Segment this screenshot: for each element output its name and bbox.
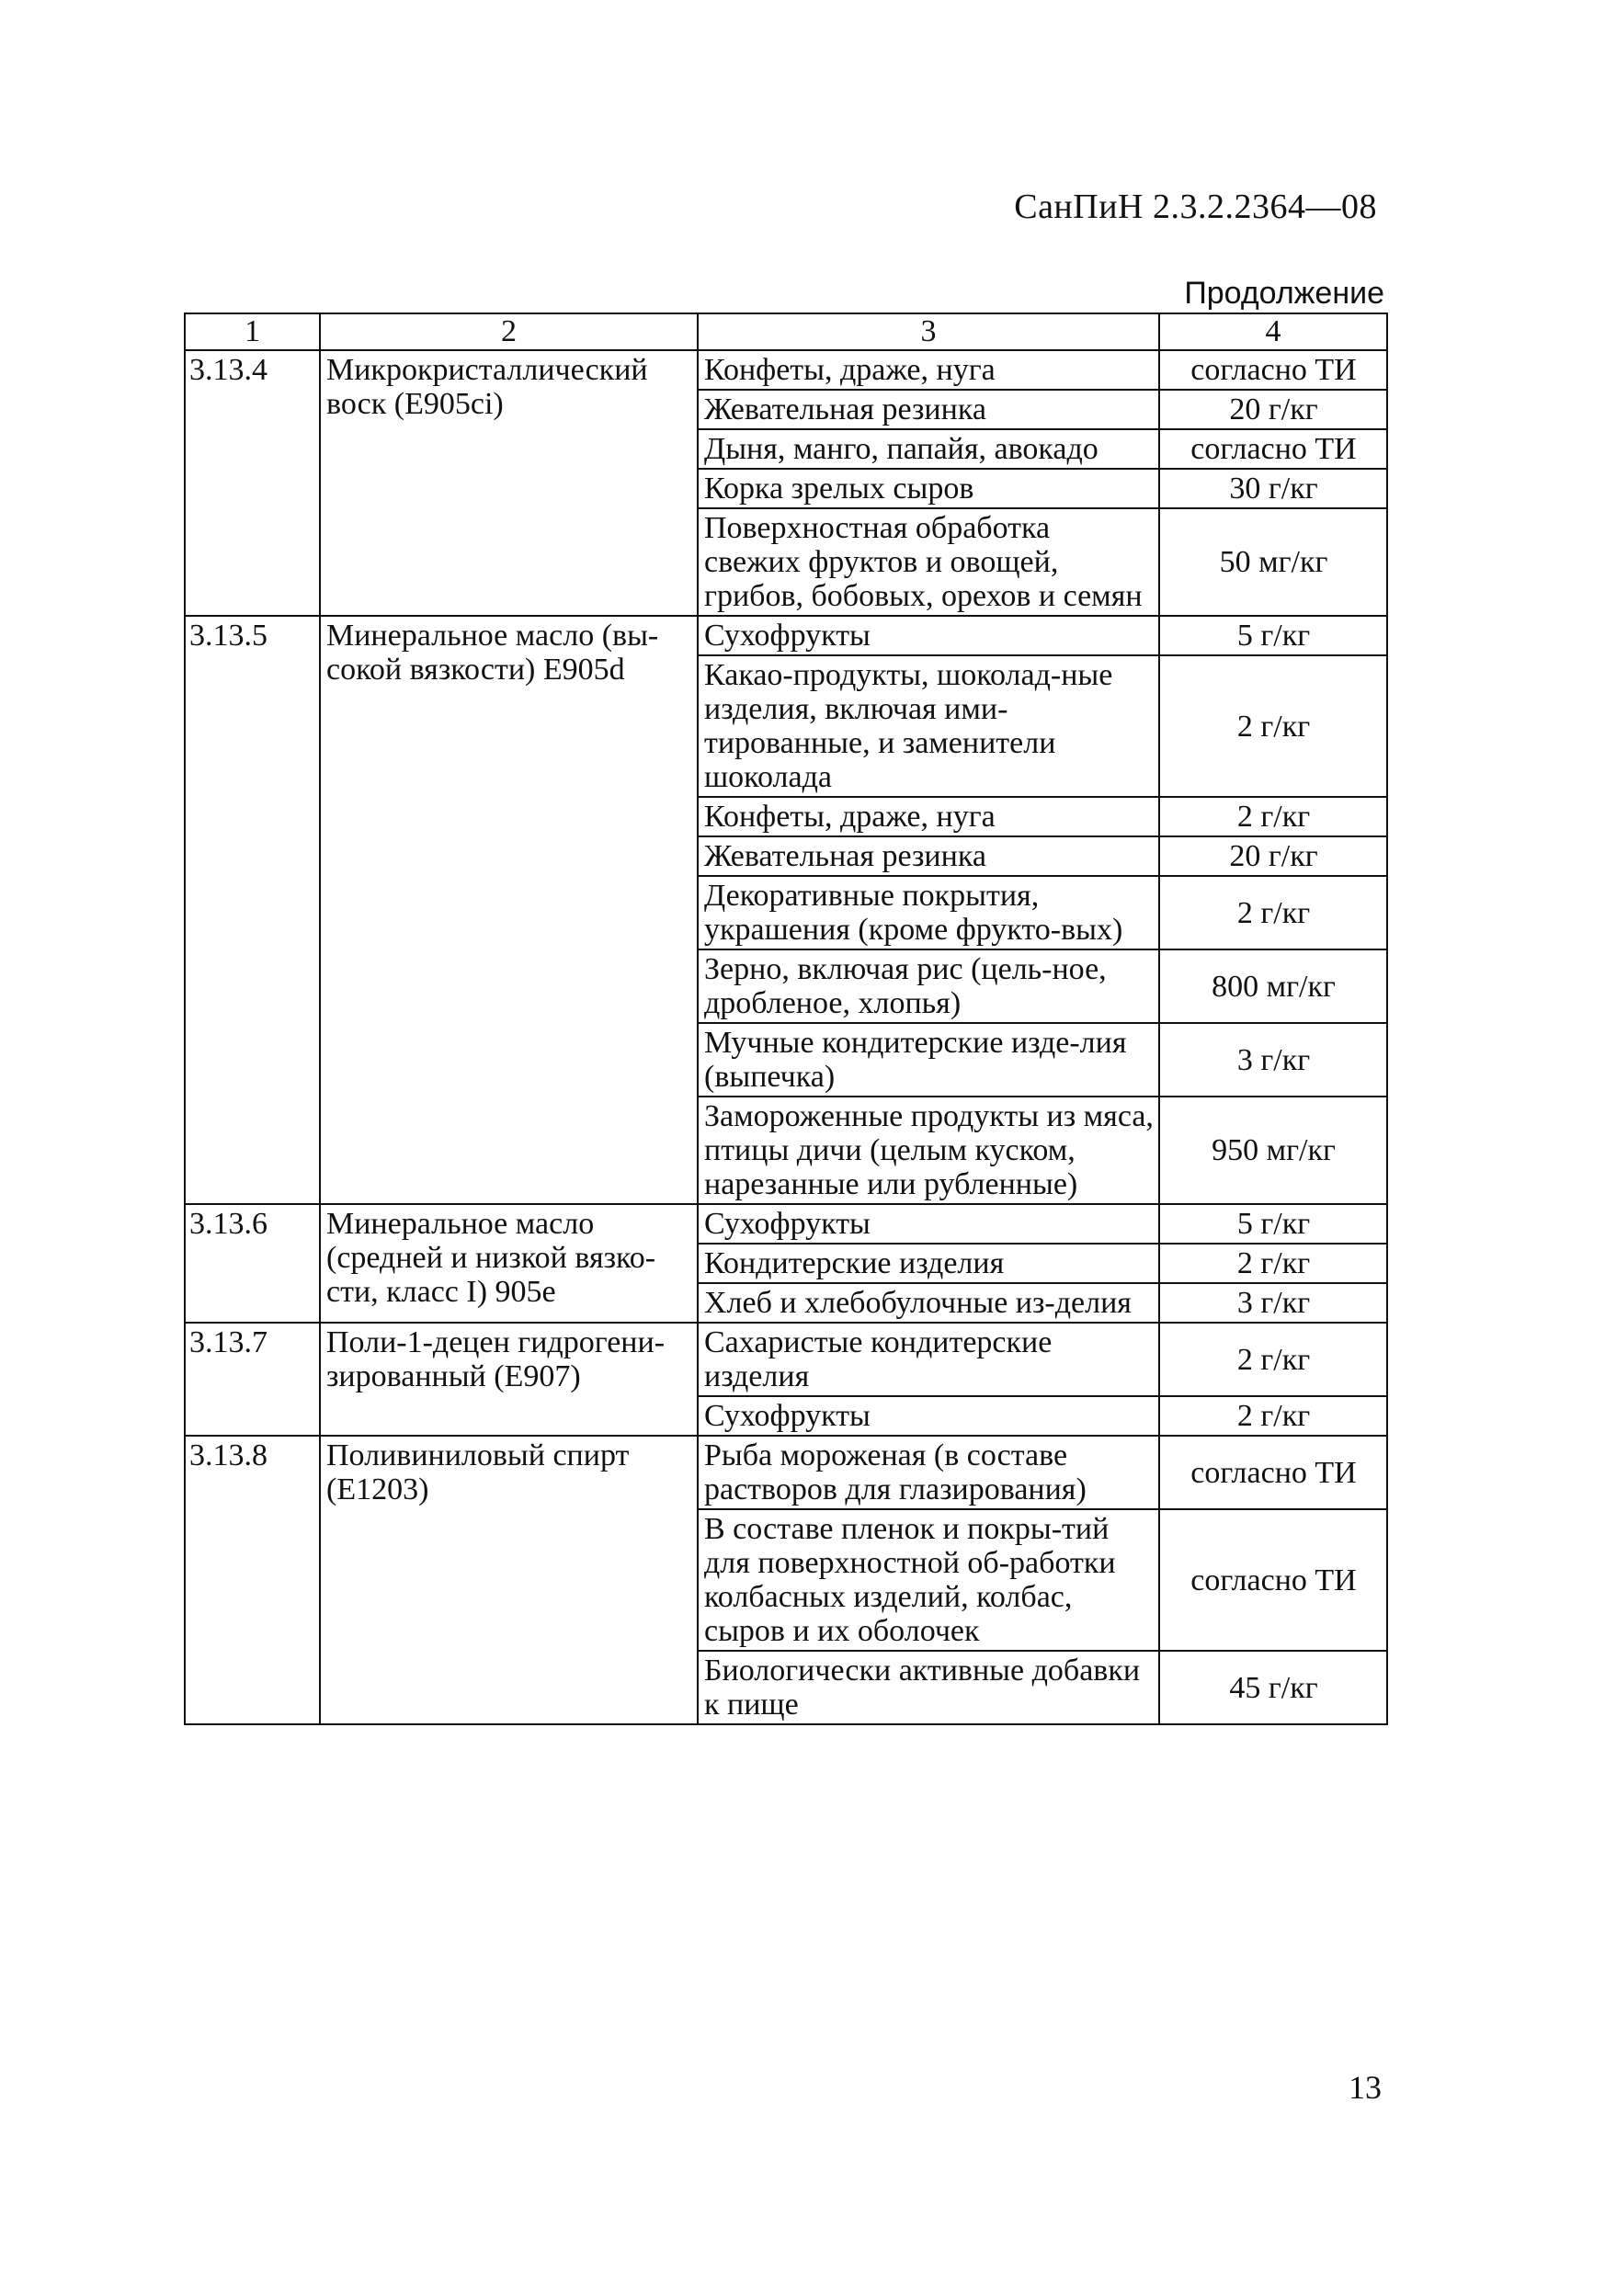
page-number: 13	[1349, 2069, 1382, 2106]
limit-cell: 3 г/кг	[1159, 1283, 1387, 1323]
additive-name: Микрокристаллический воск (Е905сі)	[320, 350, 698, 616]
column-header: 1	[185, 313, 320, 350]
additive-name: Поливиниловый спирт (Е1203)	[320, 1436, 698, 1724]
additive-name: Поли-1-децен гидрогени-зированный (Е907)	[320, 1323, 698, 1436]
limit-cell: согласно ТИ	[1159, 1509, 1387, 1651]
limit-cell: 2 г/кг	[1159, 1323, 1387, 1396]
limit-cell: 950 мг/кг	[1159, 1097, 1387, 1204]
product-cell: Сухофрукты	[698, 1396, 1159, 1436]
item-code: 3.13.6	[185, 1204, 320, 1323]
column-header: 2	[320, 313, 698, 350]
table-row	[185, 350, 1387, 390]
limit-cell: согласно ТИ	[1159, 350, 1387, 390]
limit-cell: 45 г/кг	[1159, 1651, 1387, 1724]
product-cell: Рыба мороженая (в составе растворов для глазирования)	[698, 1436, 1159, 1509]
document-code: СанПиН 2.3.2.2364—08	[1014, 188, 1377, 226]
limit-cell: 2 г/кг	[1159, 655, 1387, 797]
additives-table	[184, 313, 1388, 1725]
additive-name: Минеральное масло (средней и низкой вязко-сти, класс I) 905е	[320, 1204, 698, 1323]
product-cell: Зерно, включая рис (цель-ное, дробленое, хлопья)	[698, 949, 1159, 1023]
product-cell: Конфеты, драже, нуга	[698, 797, 1159, 836]
limit-cell: 50 мг/кг	[1159, 508, 1387, 616]
product-cell: Сухофрукты	[698, 1204, 1159, 1244]
limit-cell: 3 г/кг	[1159, 1023, 1387, 1097]
limit-cell: 20 г/кг	[1159, 836, 1387, 876]
limit-cell: 30 г/кг	[1159, 469, 1387, 508]
column-header: 4	[1159, 313, 1387, 350]
limit-cell: 5 г/кг	[1159, 1204, 1387, 1244]
limit-cell: 2 г/кг	[1159, 797, 1387, 836]
product-cell: Мучные кондитерские изде-лия (выпечка)	[698, 1023, 1159, 1097]
product-cell: Биологически активные добавки к пище	[698, 1651, 1159, 1724]
product-cell: Жевательная резинка	[698, 390, 1159, 429]
product-cell: Сухофрукты	[698, 616, 1159, 655]
product-cell: Поверхностная обработка свежих фруктов и овощей, грибов, бобовых, орехов и семян	[698, 508, 1159, 616]
table-row	[185, 616, 1387, 655]
limit-cell: 20 г/кг	[1159, 390, 1387, 429]
product-cell: Сахаристые кондитерские изделия	[698, 1323, 1159, 1396]
limit-cell: 2 г/кг	[1159, 1396, 1387, 1436]
limit-cell: 800 мг/кг	[1159, 949, 1387, 1023]
product-cell: В составе пленок и покры-тий для поверхностной об-работки колбасных изделий, колбас, сыров и их оболочек	[698, 1509, 1159, 1651]
limit-cell: 5 г/кг	[1159, 616, 1387, 655]
item-code: 3.13.8	[185, 1436, 320, 1724]
product-cell: Корка зрелых сыров	[698, 469, 1159, 508]
continuation-label: Продолжение	[1184, 276, 1384, 311]
limit-cell: согласно ТИ	[1159, 429, 1387, 469]
table-row	[185, 1323, 1387, 1396]
limit-cell: 2 г/кг	[1159, 1244, 1387, 1283]
product-cell: Жевательная резинка	[698, 836, 1159, 876]
product-cell: Хлеб и хлебобулочные из-делия	[698, 1283, 1159, 1323]
product-cell: Кондитерские изделия	[698, 1244, 1159, 1283]
column-header: 3	[698, 313, 1159, 350]
product-cell: Дыня, манго, папайя, авокадо	[698, 429, 1159, 469]
limit-cell: согласно ТИ	[1159, 1436, 1387, 1509]
product-cell: Замороженные продукты из мяса, птицы дичи (целым куском, нарезанные или рубленные)	[698, 1097, 1159, 1204]
table-body	[185, 350, 1387, 1724]
product-cell: Конфеты, драже, нуга	[698, 350, 1159, 390]
product-cell: Декоративные покрытия, украшения (кроме фрукто-вых)	[698, 876, 1159, 949]
item-code: 3.13.5	[185, 616, 320, 1204]
item-code: 3.13.4	[185, 350, 320, 616]
limit-cell: 2 г/кг	[1159, 876, 1387, 949]
product-cell: Какао-продукты, шоколад-ные изделия, включая ими-тированные, и заменители шоколада	[698, 655, 1159, 797]
table-header-row	[185, 313, 1387, 350]
additive-name: Минеральное масло (вы-сокой вязкости) Е905d	[320, 616, 698, 1204]
item-code: 3.13.7	[185, 1323, 320, 1436]
table-row	[185, 1204, 1387, 1244]
table-row	[185, 1436, 1387, 1509]
